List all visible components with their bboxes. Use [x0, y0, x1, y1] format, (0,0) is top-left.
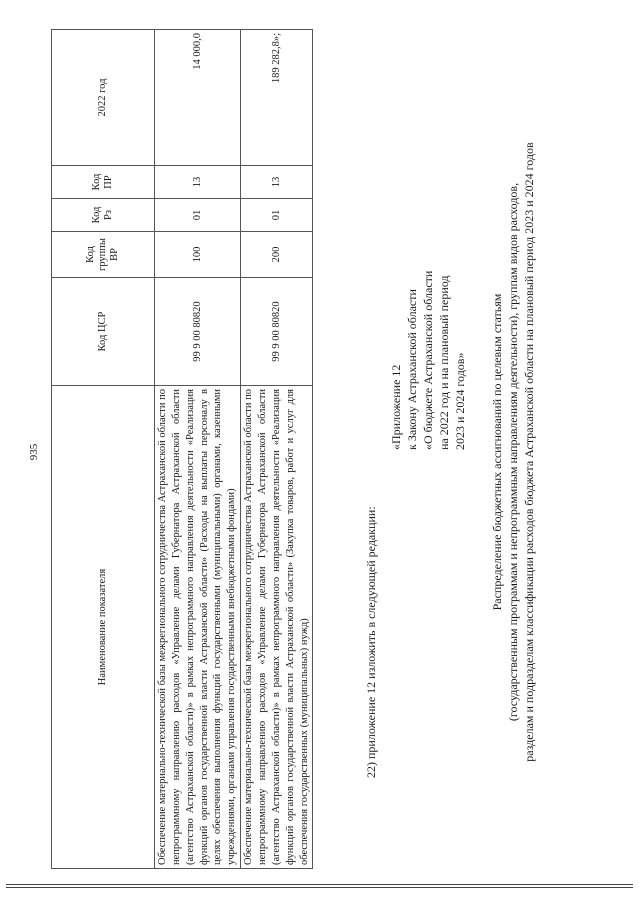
appendix-line: «Приложение 12 — [389, 364, 403, 450]
row-vr-code: 200 — [241, 232, 313, 278]
row-csr-code: 99 9 00 80820 — [241, 278, 313, 386]
header-indicator-name: Наименование показателя — [52, 386, 155, 869]
bottom-rule — [6, 884, 633, 885]
table-row — [241, 30, 313, 869]
distribution-title-line: разделам и подразделам классификации расходов бюджета Астраханской области на плановый период 2023 и 2024 годов — [522, 142, 536, 762]
row-pr-code: 13 — [241, 166, 313, 199]
row-pr-code: 13 — [155, 166, 241, 199]
bottom-rule — [6, 887, 633, 888]
row-amount: 14 000,0 — [155, 30, 241, 166]
row-vr-code: 100 — [155, 232, 241, 278]
row-csr-code: 99 9 00 80820 — [155, 278, 241, 386]
row-rz-code: 01 — [155, 199, 241, 232]
appendix-heading — [388, 271, 468, 450]
row-amount: 189 282,8»; — [241, 30, 313, 166]
row-indicator-name: Обеспечение материально-технической базы межрегионального сотрудничества Астраханской области по непрограммному направлению расходов «Управление делами Губернатора Астраханской области (агентство Астраханской области)» в рамках непрограммного направления деятельности «Реализация функций органов государственной власти Астраханской области» (Закупка товаров, работ и услуг для обеспечения государственных (муниципальных) нужд) — [241, 386, 313, 869]
header-rz-code: Код Рз — [52, 199, 155, 232]
header-year-2022: 2022 год — [52, 30, 155, 166]
header-pr-code: Код ПР — [52, 166, 155, 199]
distribution-title — [489, 42, 537, 862]
header-csr-code: Код ЦСР — [52, 278, 155, 386]
appendix-line: 2023 и 2024 годов» — [453, 352, 467, 450]
budget-table — [51, 29, 313, 869]
table-row — [155, 30, 241, 869]
table-header-row — [52, 30, 155, 869]
page-number: 935 — [28, 443, 40, 461]
header-vr-code: Код группы ВР — [52, 232, 155, 278]
row-indicator-name: Обеспечение материально-технической базы межрегионального сотрудничества Астраханской области по непрограммному направлению расходов «Управление делами Губернатора Астраханской области (агентство Астраханской области)» в рамках непрограммного направления деятельности «Реализация функций органов государственной власти Астраханской области» (Расходы на выплаты персоналу в целях обеспечения выполнения функций государственными (муниципальными) органами, казенными учреждениями, органами управления государственными внебюджетными фондами) — [155, 386, 241, 869]
row-rz-code: 01 — [241, 199, 313, 232]
distribution-title-line: Распределение бюджетных ассигнований по целевым статьям — [490, 293, 504, 611]
appendix-line: «О бюджете Астраханской области — [421, 270, 435, 450]
appendix-line: к Закону Астраханской области — [405, 289, 419, 450]
amendment-text: 22) приложение 12 изложить в следующей редакции: — [364, 506, 378, 778]
appendix-line: на 2022 год и на плановый период — [437, 275, 451, 450]
distribution-title-line: (государственным программам и непрограммным направлениям деятельности), группам видов расходов, — [506, 182, 520, 722]
rotated-content — [19, 22, 619, 882]
